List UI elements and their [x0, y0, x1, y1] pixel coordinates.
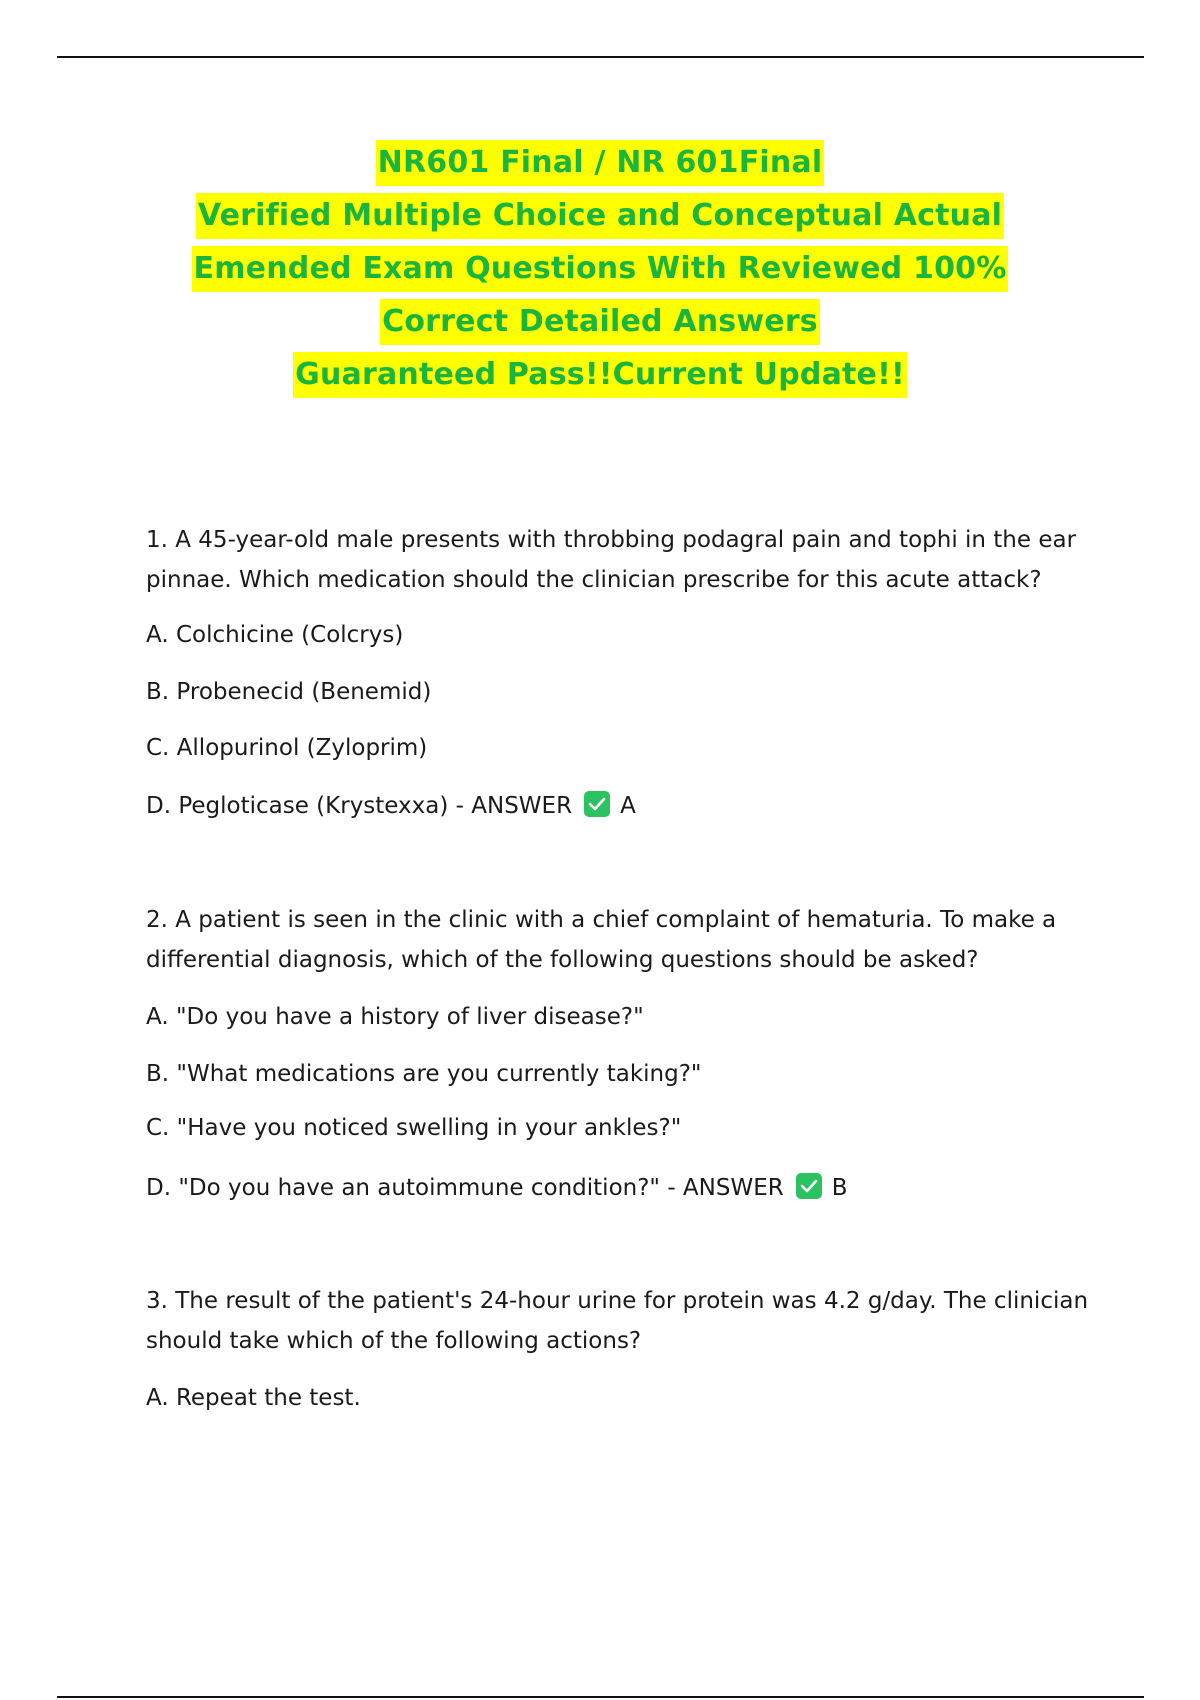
title-line-2: Verified Multiple Choice and Conceptual Actual [196, 193, 1004, 239]
check-box-icon [796, 1173, 822, 1199]
question-1-option-d: D. Pegloticase (Krystexxa) - ANSWER [146, 793, 573, 819]
question-2-stem: 2. A patient is seen in the clinic with a chief complaint of hematuria. To make a differential diagnosis, which of the following questions should be asked? [146, 907, 1057, 973]
check-box-icon [584, 791, 610, 817]
question-1-answer: A [620, 793, 636, 819]
question-1-option-a: A. Colchicine (Colcrys) [146, 622, 404, 648]
footer-rule [57, 1696, 1144, 1698]
question-3 [146, 1281, 1106, 1411]
question-2-option-b: B. "What medications are you currently taking?" [146, 1061, 702, 1087]
title-line-3: Emended Exam Questions With Reviewed 100% [192, 246, 1009, 292]
question-2-option-c: C. "Have you noticed swelling in your ankles?" [146, 1115, 682, 1141]
question-2 [146, 900, 1106, 1201]
question-1 [146, 520, 1106, 819]
question-2-option-d: D. "Do you have an autoimmune condition?" - ANSWER [146, 1175, 784, 1201]
question-1-option-d-row [146, 791, 636, 821]
title-line-1: NR601 Final / NR 601Final [376, 140, 825, 186]
question-3-option-a: A. Repeat the test. [146, 1385, 361, 1411]
title-line-5: Guaranteed Pass!!Current Update!! [293, 352, 907, 398]
document-title [0, 140, 1200, 405]
question-2-option-d-row [146, 1173, 848, 1203]
question-2-answer: B [831, 1175, 848, 1201]
question-3-stem: 3. The result of the patient's 24-hour urine for protein was 4.2 g/day. The clinician should take which of the following actions? [146, 1288, 1089, 1354]
question-1-stem: 1. A 45-year-old male presents with throbbing podagral pain and tophi in the ear pinnae. Which medication should the clinician prescribe for this acute attack? [146, 527, 1077, 593]
title-line-4: Correct Detailed Answers [380, 299, 820, 345]
question-1-option-c: C. Allopurinol (Zyloprim) [146, 735, 428, 761]
question-1-option-b: B. Probenecid (Benemid) [146, 679, 432, 705]
header-rule [57, 56, 1144, 58]
question-2-option-a: A. "Do you have a history of liver disease?" [146, 1004, 644, 1030]
